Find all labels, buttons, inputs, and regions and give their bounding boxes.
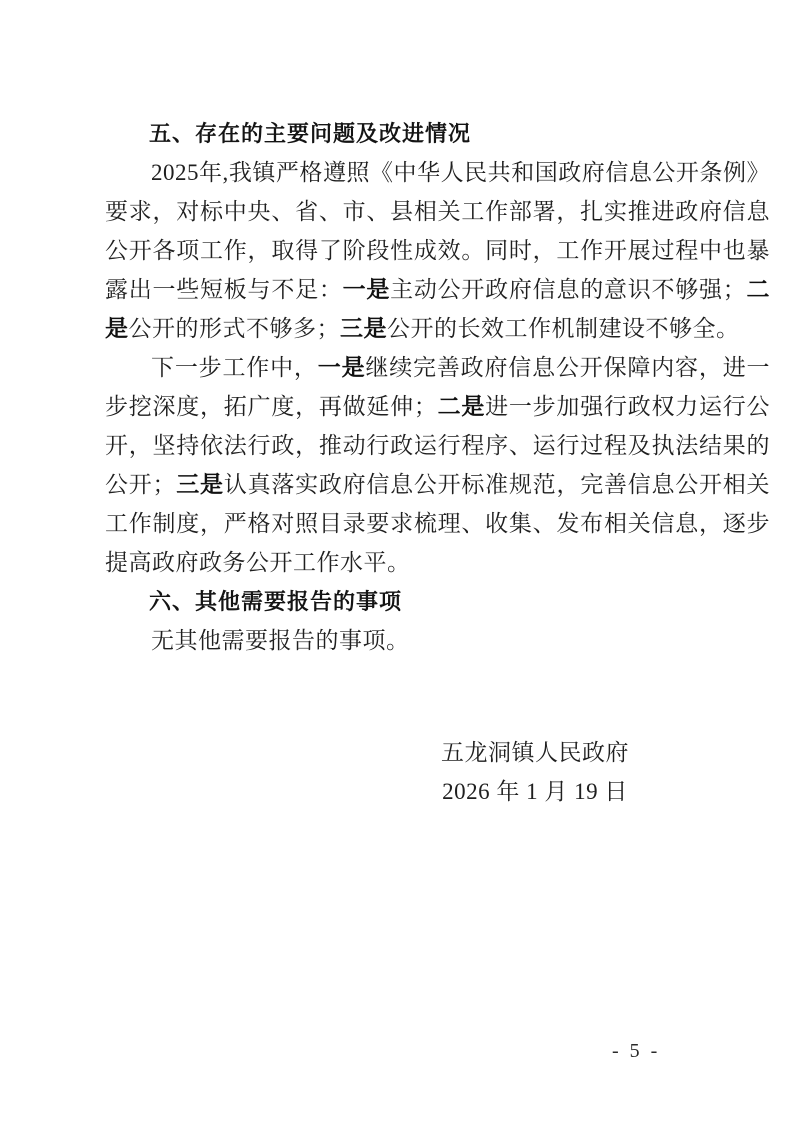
page-number: - 5 - bbox=[612, 1040, 661, 1062]
emphasis-run: 一是 bbox=[317, 354, 366, 380]
text-run: 主动公开政府信息的意识不够强； bbox=[390, 277, 747, 302]
text-run: 公开的形式不够多； bbox=[128, 316, 340, 341]
section-6-body: 无其他需要报告的事项。 bbox=[151, 628, 410, 653]
section-5-heading: 五、存在的主要问题及改进情况 bbox=[149, 121, 472, 146]
text-run: 2025年,我镇严格遵照《中华人民共和国政府信息公开条例》要求，对标中央、省、市、县相关工作部署，扎实推进政府信息公开各项工作，取得了阶段性成效。同时，工作开展过程中也暴露出一些短板与不足： bbox=[105, 160, 770, 302]
emphasis-run: 三是 bbox=[340, 315, 387, 341]
text-run: 进一步加强行政权力运行公开，坚持依法行政，推动行政运行程序、运行过程及执法结果的公开； bbox=[105, 394, 771, 497]
issue-date: 2026 年 1 月 19 日 bbox=[442, 779, 628, 804]
emphasis-run: 二是 bbox=[437, 393, 486, 419]
emphasis-run: 二是 bbox=[105, 276, 771, 341]
section-6-heading: 六、其他需要报告的事项 bbox=[149, 589, 403, 614]
emphasis-run: 三是 bbox=[176, 471, 224, 497]
emphasis-run: 一是 bbox=[342, 276, 391, 302]
issuer-name: 五龙洞镇人民政府 bbox=[441, 740, 629, 765]
text-run: 公开的长效工作机制建设不够全。 bbox=[387, 316, 740, 341]
document-body bbox=[105, 114, 770, 811]
section-5-paragraph-1 bbox=[105, 153, 770, 348]
text-run: 继续完善政府信息公开保障内容，进一步挖深度，拓广度，再做延伸； bbox=[105, 355, 771, 419]
section-5-paragraph-2 bbox=[105, 348, 770, 582]
text-run: 认真落实政府信息公开标准规范，完善信息公开相关工作制度，严格对照目录要求梳理、收集、发布相关信息，逐步提高政府政务公开工作水平。 bbox=[105, 472, 771, 575]
text-run: 下一步工作中， bbox=[151, 355, 318, 380]
signature-block bbox=[410, 733, 660, 811]
